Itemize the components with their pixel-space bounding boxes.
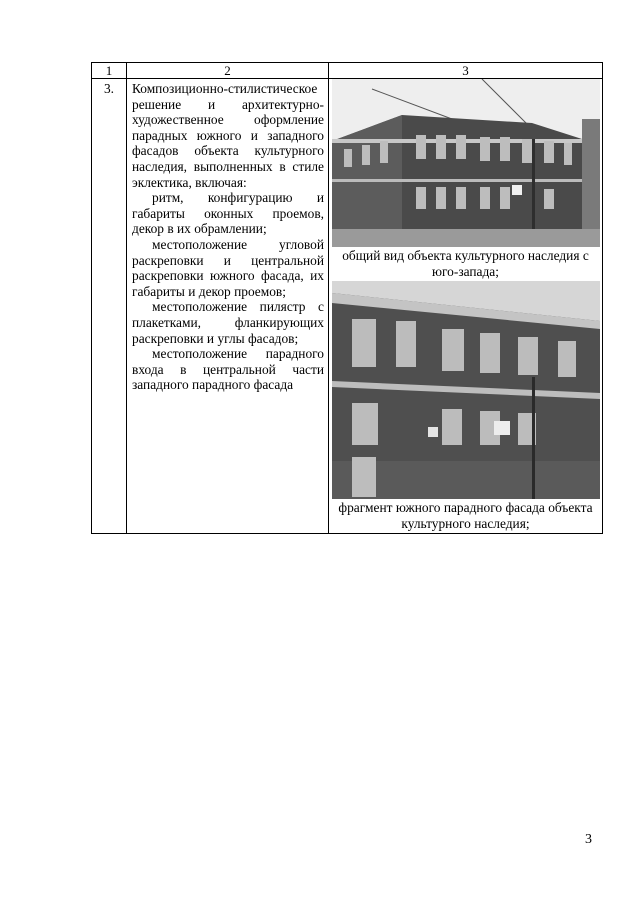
description-item: местоположение парадного входа в центральной части западного парадного фасада <box>132 346 324 393</box>
protected-features-table <box>91 62 603 534</box>
table-row <box>92 79 603 534</box>
header-row <box>92 63 603 79</box>
building-photo-general-view <box>332 79 600 247</box>
description-item: местоположение угловой раскреповки и центральной раскреповки южного фасада, их габариты и декор проемов; <box>132 236 324 299</box>
header-col-3: 3 <box>329 63 603 79</box>
description-item: ритм, конфигурацию и габариты оконных проемов, декор в их обрамлении; <box>132 190 324 237</box>
feature-description <box>127 79 329 534</box>
header-col-1: 1 <box>92 63 127 79</box>
description-intro: Композиционно-стилистическое решение и архитектурно-художественное оформление парадных южного и западного фасадов объекта культурного наследия, выполненных в стиле эклектика, включая: <box>132 81 324 190</box>
header-col-2: 2 <box>127 63 329 79</box>
page-number: 3 <box>585 832 592 847</box>
description-item: местоположение пилястр с плакетками, фланкирующих раскреповки и углы фасадов; <box>132 299 324 346</box>
photo-caption: фрагмент южного парадного фасада объекта культурного наследия; <box>338 500 593 531</box>
photo-cell <box>329 79 603 534</box>
photo-caption: общий вид объекта культурного наследия с юго-запада; <box>342 248 589 279</box>
building-photo-south-facade <box>332 281 600 499</box>
row-number: 3. <box>92 79 127 534</box>
